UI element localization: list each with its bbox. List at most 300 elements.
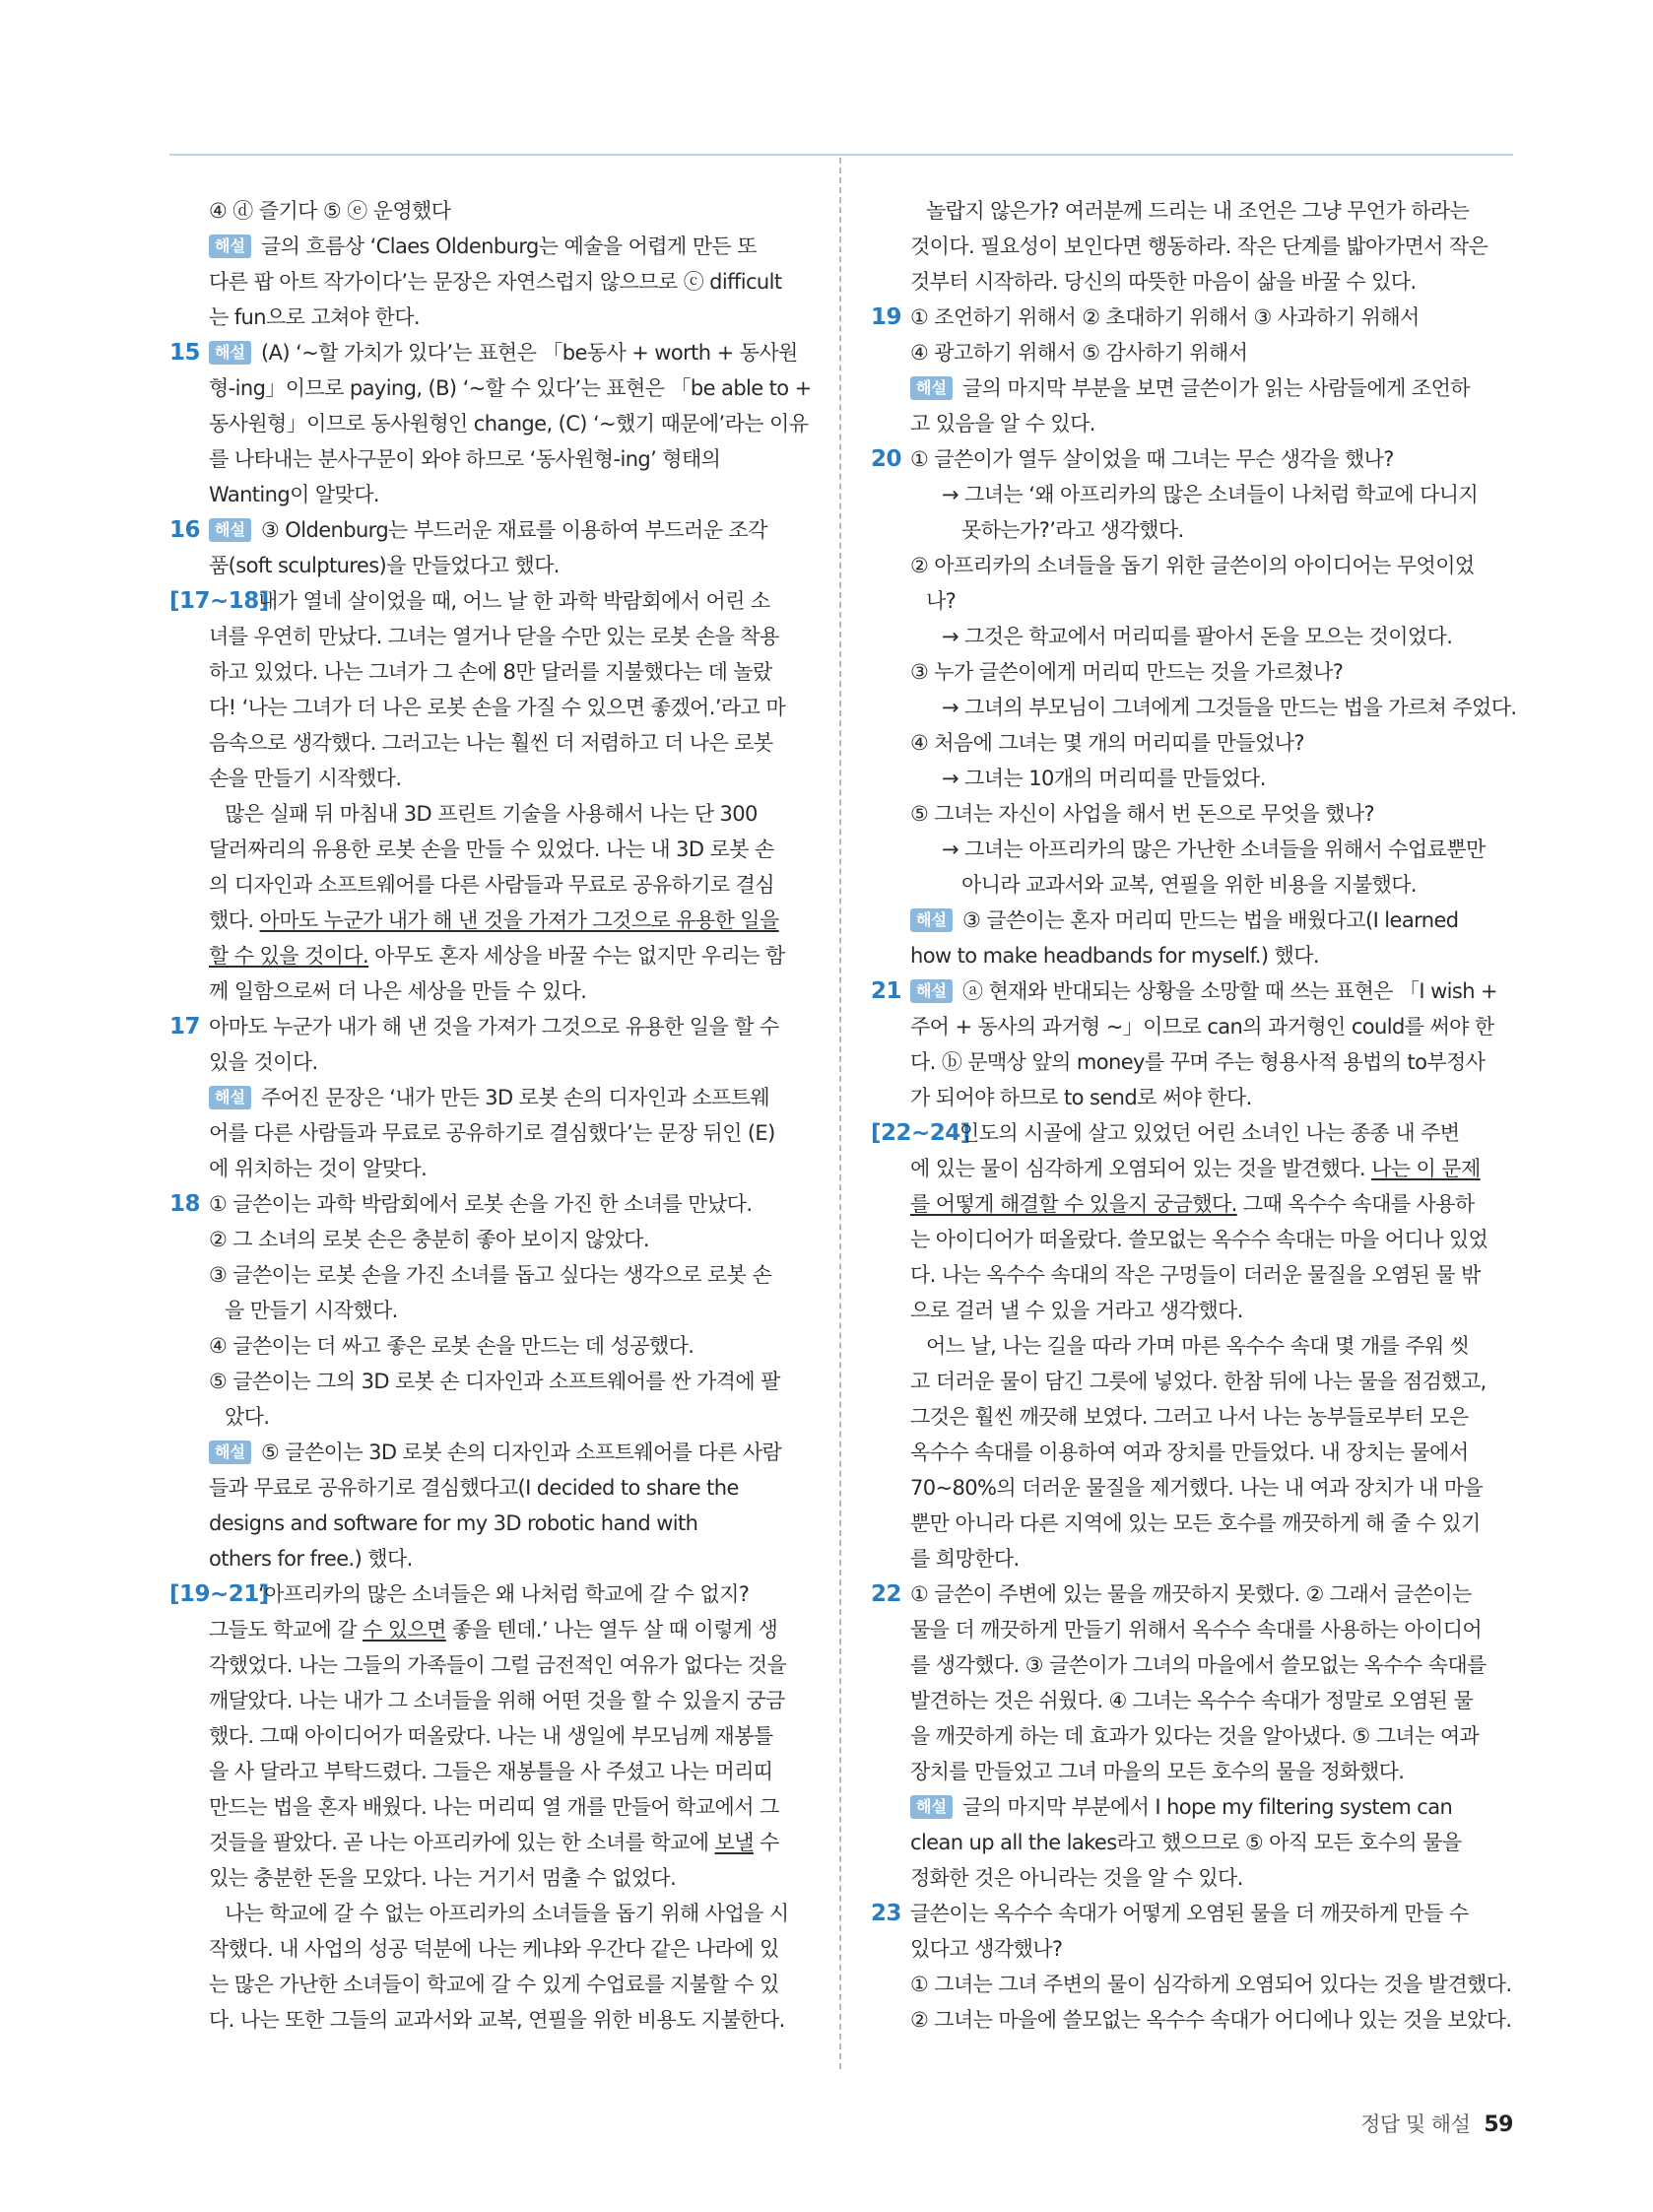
line-text xyxy=(209,1931,779,1967)
line-text xyxy=(910,654,1343,690)
text-run: 께 일함으로써 더 나은 세상을 만들 수 있다. xyxy=(209,979,587,1003)
text-line xyxy=(871,1115,1511,1151)
text-run: others for free.) 했다. xyxy=(209,1547,413,1571)
line-text xyxy=(209,229,757,264)
line-text xyxy=(926,1328,1469,1364)
text-line xyxy=(169,1293,810,1328)
line-text xyxy=(910,406,1095,441)
line-text xyxy=(910,370,1470,406)
text-run: ‘아프리카의 많은 소녀들은 왜 나처럼 학교에 갈 수 없지? xyxy=(258,1582,750,1606)
line-text xyxy=(209,690,785,725)
text-line xyxy=(169,1967,810,2002)
text-line xyxy=(871,654,1511,690)
text-run: 을 깨끗하게 하는 데 효과가 있다는 것을 알아냈다. ⑤ 그녀는 여과 xyxy=(910,1724,1480,1748)
line-text xyxy=(910,441,1394,477)
text-line xyxy=(169,512,810,548)
line-text xyxy=(209,1967,779,2002)
line-text xyxy=(209,761,401,796)
line-text xyxy=(258,583,770,619)
line-text xyxy=(910,1825,1462,1860)
line-text xyxy=(209,1364,780,1399)
line-text xyxy=(910,1399,1469,1435)
text-line xyxy=(871,1825,1511,1860)
text-run: (A) ‘~할 가치가 있다’는 표현은 「be동사 + worth + 동사원 xyxy=(254,341,798,365)
text-run: 그것은 훨씬 깨끗해 보였다. 그러고 나서 나는 농부들로부터 모은 xyxy=(910,1405,1469,1429)
text-run: 각했었다. 나는 그들의 가족들이 그럴 금전적인 여유가 없다는 것을 xyxy=(209,1653,787,1677)
line-text xyxy=(209,1860,676,1896)
underlined-text: 를 어떻게 해결할 수 있을지 궁금했다. xyxy=(910,1192,1237,1216)
text-run: ⑤ 글쓴이는 그의 3D 로봇 손 디자인과 소프트웨어를 싼 가격에 팔 xyxy=(209,1370,780,1393)
line-text xyxy=(209,1789,779,1825)
line-text xyxy=(961,867,1417,903)
text-run: 으로 걸러 낼 수 있을 거라고 생각했다. xyxy=(910,1299,1243,1322)
line-text xyxy=(209,406,808,441)
line-text xyxy=(942,690,1517,725)
line-text xyxy=(926,193,1469,229)
text-run: ① 조언하기 위해서 ② 초대하기 위해서 ③ 사과하기 위해서 xyxy=(910,305,1420,329)
line-text xyxy=(209,1825,779,1860)
line-text xyxy=(910,796,1374,832)
header-rule xyxy=(169,154,1513,156)
line-text xyxy=(225,1399,269,1435)
left-column xyxy=(169,193,810,2038)
text-line xyxy=(871,2002,1511,2038)
text-line xyxy=(871,264,1511,300)
line-text xyxy=(209,370,812,406)
text-line xyxy=(871,441,1511,477)
underlined-text: 수 있으면 xyxy=(363,1618,446,1642)
text-line xyxy=(169,1718,810,1754)
line-text xyxy=(910,1044,1485,1080)
text-line xyxy=(871,796,1511,832)
line-text xyxy=(225,796,758,832)
text-run: 만드는 법을 혼자 배웠다. 나는 머리띠 열 개를 만들어 학교에서 그 xyxy=(209,1795,779,1819)
text-run: → 그녀는 ‘왜 아프리카의 많은 소녀들이 나처럼 학교에 다니지 xyxy=(942,483,1479,506)
text-run: 는 많은 가난한 소녀들이 학교에 갈 수 있게 수업료를 지불할 수 있 xyxy=(209,1973,779,1996)
text-line xyxy=(169,903,810,938)
text-line xyxy=(871,1789,1511,1825)
text-run: ④ 처음에 그녀는 몇 개의 머리띠를 만들었나? xyxy=(910,731,1304,755)
footer-label: 정답 및 해설 xyxy=(1360,2112,1471,2136)
text-run: 를 나타내는 분사구문이 와야 하므로 ‘동사원형-ing’ 형태의 xyxy=(209,447,721,471)
text-run: 있을 것이다. xyxy=(209,1050,318,1074)
text-run: 의 디자인과 소프트웨어를 다른 사람들과 무료로 공유하기로 결심 xyxy=(209,873,775,897)
explanation-badge: 해설 xyxy=(209,341,251,365)
line-text xyxy=(910,1470,1483,1506)
line-text xyxy=(910,725,1304,761)
text-run: ③ 글쓴이는 혼자 머리띠 만드는 법을 배웠다고(I learned xyxy=(956,908,1459,932)
text-line xyxy=(169,973,810,1009)
text-line xyxy=(871,193,1511,229)
line-text xyxy=(209,1257,771,1293)
line-text xyxy=(910,1576,1472,1612)
text-run: 았다. xyxy=(225,1405,270,1429)
line-text xyxy=(910,1896,1469,1931)
line-text xyxy=(926,583,956,619)
text-run: 품(soft sculptures)을 만들었다고 했다. xyxy=(209,554,560,577)
text-line xyxy=(871,1151,1511,1186)
text-run: 을 만들기 시작했다. xyxy=(225,1299,398,1322)
line-text xyxy=(910,1009,1494,1044)
text-run: 수 xyxy=(753,1831,779,1854)
line-text xyxy=(910,1257,1481,1293)
line-text xyxy=(942,619,1452,654)
text-run: ① 글쓴이 주변에 있는 물을 깨끗하지 못했다. ② 그래서 글쓴이는 xyxy=(910,1582,1472,1606)
text-line xyxy=(871,477,1511,512)
text-line xyxy=(169,1612,810,1647)
page-number: 59 xyxy=(1484,2112,1513,2137)
explanation-badge: 해설 xyxy=(910,979,953,1003)
line-text xyxy=(209,441,720,477)
text-line xyxy=(169,1506,810,1541)
text-line xyxy=(871,1293,1511,1328)
line-text xyxy=(209,264,781,300)
text-line xyxy=(871,1718,1511,1754)
text-line xyxy=(871,1967,1511,2002)
text-line xyxy=(169,370,810,406)
explanation-badge: 해설 xyxy=(910,908,953,932)
text-run: ① 글쓴이는 과학 박람회에서 로봇 손을 가진 한 소녀를 만났다. xyxy=(209,1192,753,1216)
text-line xyxy=(169,1541,810,1576)
line-text xyxy=(209,903,779,938)
text-line xyxy=(169,264,810,300)
text-line xyxy=(871,335,1511,370)
text-run: 고 더러운 물이 담긴 그릇에 넣었다. 한참 뒤에 나는 물을 점검했고, xyxy=(910,1370,1487,1393)
line-text xyxy=(209,548,560,583)
text-run: 70~80%의 더러운 물질을 제거했다. 나는 내 여과 장치가 내 마을 xyxy=(910,1476,1484,1500)
text-line xyxy=(169,1647,810,1683)
text-run: 다. 나는 또한 그들의 교과서와 교복, 연필을 위한 비용도 지불한다. xyxy=(209,2008,785,2032)
text-line xyxy=(871,548,1511,583)
text-line xyxy=(871,512,1511,548)
line-text xyxy=(209,938,785,973)
text-line xyxy=(169,796,810,832)
line-text xyxy=(209,1186,752,1222)
text-line xyxy=(871,1222,1511,1257)
text-line xyxy=(871,1257,1511,1293)
text-run: → 그것은 학교에서 머리띠를 팔아서 돈을 모으는 것이었다. xyxy=(942,625,1453,648)
text-line xyxy=(169,2002,810,2038)
text-line xyxy=(871,1576,1511,1612)
text-run: 것들을 팔았다. 곧 나는 아프리카에 있는 한 소녀를 학교에 xyxy=(209,1831,715,1854)
line-text xyxy=(910,1186,1475,1222)
line-text xyxy=(910,2002,1512,2038)
text-line xyxy=(871,1612,1511,1647)
text-line xyxy=(169,1044,810,1080)
question-number: 17 xyxy=(169,1014,201,1039)
text-run: 글의 마지막 부분에서 I hope my filtering system can xyxy=(956,1795,1453,1819)
line-text xyxy=(910,1754,1404,1789)
text-line xyxy=(169,1328,810,1364)
text-line xyxy=(871,1044,1511,1080)
explanation-badge: 해설 xyxy=(209,1441,251,1464)
line-text xyxy=(209,1080,769,1115)
line-text xyxy=(910,1647,1487,1683)
line-text xyxy=(225,1293,398,1328)
text-line xyxy=(169,1080,810,1115)
line-text xyxy=(910,1967,1512,2002)
text-run: 것이다. 필요성이 보인다면 행동하라. 작은 단계를 밟아가면서 작은 xyxy=(910,235,1488,258)
text-run: 하고 있었다. 나는 그녀가 그 손에 8만 달러를 지불했다는 데 놀랐 xyxy=(209,660,772,684)
text-line xyxy=(169,1860,810,1896)
text-run: → 그녀는 아프리카의 많은 가난한 소녀들을 위해서 수업료뿐만 xyxy=(942,838,1486,861)
text-run: 글의 흐름상 ‘Claes Oldenburg는 예술을 어렵게 만든 또 xyxy=(254,235,757,258)
text-run: 다. 나는 옥수수 속대의 작은 구멍들이 더러운 물질을 오염된 물 밖 xyxy=(910,1263,1481,1287)
line-text xyxy=(209,1009,779,1044)
text-line xyxy=(169,1754,810,1789)
text-line xyxy=(169,654,810,690)
text-run: 를 생각했다. ③ 글쓴이가 그녀의 마을에서 쓸모없는 옥수수 속대를 xyxy=(910,1653,1487,1677)
text-line xyxy=(871,1328,1511,1364)
text-line xyxy=(871,761,1511,796)
text-run: 에 위치하는 것이 알맞다. xyxy=(209,1157,428,1180)
line-text xyxy=(942,832,1486,867)
text-run: ④ 글쓴이는 더 싸고 좋은 로봇 손을 만드는 데 성공했다. xyxy=(209,1334,694,1358)
line-text xyxy=(910,264,1417,300)
text-line xyxy=(871,1364,1511,1399)
text-run: → 그녀의 부모님이 그녀에게 그것들을 만드는 법을 가르쳐 주었다. xyxy=(942,696,1517,719)
line-text xyxy=(910,1931,1062,1967)
text-run: 있는 충분한 돈을 모았다. 나는 거기서 멈출 수 없었다. xyxy=(209,1866,677,1890)
line-text xyxy=(209,1718,773,1754)
text-line xyxy=(871,1541,1511,1576)
text-line xyxy=(871,1860,1511,1896)
text-line xyxy=(871,1080,1511,1115)
line-text xyxy=(961,512,1184,548)
text-run: 정화한 것은 아니라는 것을 알 수 있다. xyxy=(910,1866,1243,1890)
text-run: 했다. xyxy=(209,908,260,932)
text-line xyxy=(871,1435,1511,1470)
text-run: 녀를 우연히 만났다. 그녀는 열거나 닫을 수만 있는 로봇 손을 착용 xyxy=(209,625,779,648)
line-text xyxy=(258,1576,749,1612)
text-line xyxy=(169,1896,810,1931)
text-run: ① 그녀는 그녀 주변의 물이 심각하게 오염되어 있다는 것을 발견했다. xyxy=(910,1973,1512,1996)
text-run: 들과 무료로 공유하기로 결심했다고(I decided to share the xyxy=(209,1476,739,1500)
text-line xyxy=(169,1931,810,1967)
text-run: 그들도 학교에 갈 xyxy=(209,1618,364,1642)
text-run: 어느 날, 나는 길을 따라 가며 마른 옥수수 속대 몇 개를 주워 씻 xyxy=(926,1334,1470,1358)
line-text xyxy=(910,1435,1469,1470)
text-run: ⑤ 그녀는 자신이 사업을 해서 번 돈으로 무엇을 했나? xyxy=(910,802,1375,826)
text-run: 다! ‘나는 그녀가 더 나은 로봇 손을 가질 수 있으면 좋겠어.’라고 마 xyxy=(209,696,786,719)
question-number: 18 xyxy=(169,1191,201,1217)
text-line xyxy=(169,619,810,654)
text-run: ① 글쓴이가 열두 살이었을 때 그녀는 무슨 생각을 했나? xyxy=(910,447,1394,471)
text-run: → 그녀는 10개의 머리띠를 만들었다. xyxy=(942,767,1266,790)
text-run: 못하는가?’라고 생각했다. xyxy=(961,518,1184,542)
text-run: 깨달았다. 나는 내가 그 소녀들을 위해 어떤 것을 할 수 있을지 궁금 xyxy=(209,1689,785,1712)
text-line xyxy=(169,1789,810,1825)
text-run: 고 있음을 알 수 있다. xyxy=(910,412,1095,436)
question-number: 15 xyxy=(169,340,201,366)
explanation-badge: 해설 xyxy=(209,235,251,258)
text-run: 놀랍지 않은가? 여러분께 드리는 내 조언은 그냥 무언가 하라는 xyxy=(926,199,1470,223)
text-line xyxy=(169,193,810,229)
line-text xyxy=(209,477,379,512)
text-run: 음속으로 생각했다. 그러고는 나는 훨씬 더 저렴하고 더 나은 로봇 xyxy=(209,731,773,755)
text-line xyxy=(169,335,810,370)
line-text xyxy=(209,654,772,690)
text-run: 물을 더 깨끗하게 만들기 위해서 옥수수 속대를 사용하는 아이디어 xyxy=(910,1618,1483,1642)
text-run: 아마도 누군가 내가 해 낸 것을 가져가 그것으로 유용한 일을 할 수 xyxy=(209,1015,779,1039)
line-text xyxy=(209,1222,649,1257)
text-run: 좋을 텐데.’ 나는 열두 살 때 이렇게 생 xyxy=(445,1618,778,1642)
line-text xyxy=(209,1647,786,1683)
text-run: 글쓴이는 옥수수 속대가 어떻게 오염된 물을 더 깨끗하게 만들 수 xyxy=(910,1902,1469,1925)
line-text xyxy=(910,1506,1481,1541)
line-text xyxy=(910,1364,1487,1399)
question-number: 21 xyxy=(871,978,902,1004)
text-line xyxy=(169,229,810,264)
text-line xyxy=(169,1009,810,1044)
line-text xyxy=(209,1470,739,1506)
text-line xyxy=(169,1825,810,1860)
text-run: 을 사 달라고 부탁드렸다. 그들은 재봉틀을 사 주셨고 나는 머리띠 xyxy=(209,1760,773,1783)
text-line xyxy=(871,867,1511,903)
text-run: 장치를 만들었고 그녀 마을의 모든 호수의 물을 정화했다. xyxy=(910,1760,1405,1783)
text-line xyxy=(871,938,1511,973)
text-line xyxy=(169,761,810,796)
line-text xyxy=(910,973,1497,1009)
line-text xyxy=(910,300,1420,335)
text-line xyxy=(871,690,1517,725)
line-text xyxy=(910,1151,1481,1186)
text-run: 에 있는 물이 심각하게 오염되어 있는 것을 발견했다. xyxy=(910,1157,1372,1180)
text-run: 달러짜리의 유용한 로봇 손을 만들 수 있었다. 나는 내 3D 로봇 손 xyxy=(209,838,774,861)
text-run: 아니라 교과서와 교복, 연필을 위한 비용을 지불했다. xyxy=(961,873,1418,897)
text-run: 나? xyxy=(926,589,957,613)
line-text xyxy=(209,2002,785,2038)
line-text xyxy=(209,1683,785,1718)
line-text xyxy=(910,1718,1479,1754)
text-line xyxy=(169,1435,810,1470)
underlined-text: 나는 이 문제 xyxy=(1371,1157,1481,1180)
line-text xyxy=(209,335,798,370)
line-text xyxy=(910,1541,1020,1576)
text-run: 많은 실패 뒤 마침내 3D 프린트 기술을 사용해서 나는 단 300 xyxy=(225,802,758,826)
line-text xyxy=(910,938,1319,973)
right-column xyxy=(871,193,1517,2038)
text-line xyxy=(169,1257,810,1293)
text-run: clean up all the lakes라고 했으므로 ⑤ 아직 모든 호수의 물을 xyxy=(910,1831,1462,1854)
text-line xyxy=(169,1576,810,1612)
text-run: 아무도 혼자 세상을 바꿀 수는 없지만 우리는 함 xyxy=(368,944,785,968)
text-run: 는 아이디어가 떠올랐다. 쓸모없는 옥수수 속대는 마을 어디나 있었 xyxy=(910,1228,1488,1251)
text-line xyxy=(169,1151,810,1186)
text-run: ③ 누가 글쓴이에게 머리띠 만드는 것을 가르쳤나? xyxy=(910,660,1344,684)
explanation-badge: 해설 xyxy=(910,1795,953,1819)
text-run: designs and software for my 3D robotic hand with xyxy=(209,1511,698,1535)
text-run: 다른 팝 아트 작가이다’는 문장은 자연스럽지 않으므로 ⓒ difficult xyxy=(209,270,782,294)
line-text xyxy=(209,1435,781,1470)
text-run: 손을 만들기 시작했다. xyxy=(209,767,402,790)
text-run: 발견하는 것은 쉬웠다. ④ 그녀는 옥수수 속대가 정말로 오염된 물 xyxy=(910,1689,1474,1712)
underlined-text: 할 수 있을 것이다. xyxy=(209,944,369,968)
text-line xyxy=(169,441,810,477)
line-text xyxy=(209,193,450,229)
underlined-text: 보낼 xyxy=(714,1831,754,1854)
question-number: [22~24] xyxy=(871,1120,970,1146)
line-text xyxy=(209,619,779,654)
text-run: ④ 광고하기 위해서 ⑤ 감사하기 위해서 xyxy=(910,341,1248,365)
column-divider xyxy=(839,158,841,2069)
line-text xyxy=(942,761,1266,796)
text-line xyxy=(871,370,1511,406)
text-line xyxy=(169,832,810,867)
line-text xyxy=(209,725,773,761)
text-run: 것부터 시작하라. 당신의 따뜻한 마음이 삶을 바꿀 수 있다. xyxy=(910,270,1417,294)
text-line xyxy=(871,973,1511,1009)
line-text xyxy=(910,1683,1473,1718)
text-line xyxy=(169,1470,810,1506)
question-number: [19~21] xyxy=(169,1581,269,1607)
line-text xyxy=(209,1328,694,1364)
line-text xyxy=(209,973,586,1009)
text-line xyxy=(871,832,1511,867)
line-text xyxy=(910,1789,1452,1825)
text-run: 주어 + 동사의 과거형 ~」이므로 can의 과거형인 could를 써야 한 xyxy=(910,1015,1494,1039)
text-line xyxy=(871,619,1511,654)
line-text xyxy=(910,1222,1488,1257)
line-text xyxy=(209,1506,697,1541)
text-run: 동사원형」이므로 동사원형인 change, (C) ‘~했기 때문에’라는 이유 xyxy=(209,412,809,436)
line-text xyxy=(209,512,767,548)
text-line xyxy=(871,583,1511,619)
line-text xyxy=(209,300,420,335)
line-text xyxy=(910,903,1459,938)
text-line xyxy=(169,548,810,583)
text-line xyxy=(169,867,810,903)
text-run: 내가 열네 살이었을 때, 어느 날 한 과학 박람회에서 어린 소 xyxy=(258,589,770,613)
line-text xyxy=(209,1151,427,1186)
text-line xyxy=(169,1399,810,1435)
text-run: 나는 학교에 갈 수 없는 아프리카의 소녀들을 돕기 위해 사업을 시 xyxy=(225,1902,789,1925)
question-number: [17~18] xyxy=(169,588,269,614)
text-run: 주어진 문장은 ‘내가 만든 3D 로봇 손의 디자인과 소프트웨 xyxy=(254,1086,770,1109)
text-run: 를 희망한다. xyxy=(910,1547,1020,1571)
line-text xyxy=(910,1612,1482,1647)
line-text xyxy=(209,1541,413,1576)
line-text xyxy=(910,1860,1243,1896)
text-line xyxy=(871,1009,1511,1044)
question-number: 19 xyxy=(871,304,902,330)
text-run: 그때 옥수수 속대를 사용하 xyxy=(1236,1192,1475,1216)
question-number: 16 xyxy=(169,517,201,543)
text-line xyxy=(871,1186,1511,1222)
text-run: ⑤ 글쓴이는 3D 로봇 손의 디자인과 소프트웨어를 다른 사람 xyxy=(254,1441,782,1464)
text-line xyxy=(871,1931,1511,1967)
line-text xyxy=(910,1080,1252,1115)
text-run: ③ 글쓴이는 로봇 손을 가진 소녀를 돕고 싶다는 생각으로 로봇 손 xyxy=(209,1263,772,1287)
text-run: ③ Oldenburg는 부드러운 재료를 이용하여 부드러운 조각 xyxy=(254,518,767,542)
text-line xyxy=(871,300,1511,335)
line-text xyxy=(209,867,774,903)
line-text xyxy=(910,548,1475,583)
text-line xyxy=(169,406,810,441)
text-run: ② 그 소녀의 로봇 손은 충분히 좋아 보이지 않았다. xyxy=(209,1228,649,1251)
text-line xyxy=(871,1399,1511,1435)
text-run: ② 아프리카의 소녀들을 돕기 위한 글쓴이의 아이디어는 무엇이었 xyxy=(910,554,1475,577)
text-line xyxy=(169,1186,810,1222)
text-line xyxy=(871,1683,1511,1718)
text-line xyxy=(169,938,810,973)
line-text xyxy=(959,1115,1459,1151)
page-footer xyxy=(1360,2109,1513,2138)
text-line xyxy=(169,583,810,619)
text-run: 인도의 시골에 살고 있었던 어린 소녀인 나는 종종 내 주변 xyxy=(959,1121,1460,1145)
explanation-badge: 해설 xyxy=(209,518,251,542)
text-run: ② 그녀는 마을에 쓸모없는 옥수수 속대가 어디에나 있는 것을 보았다. xyxy=(910,2008,1512,2032)
